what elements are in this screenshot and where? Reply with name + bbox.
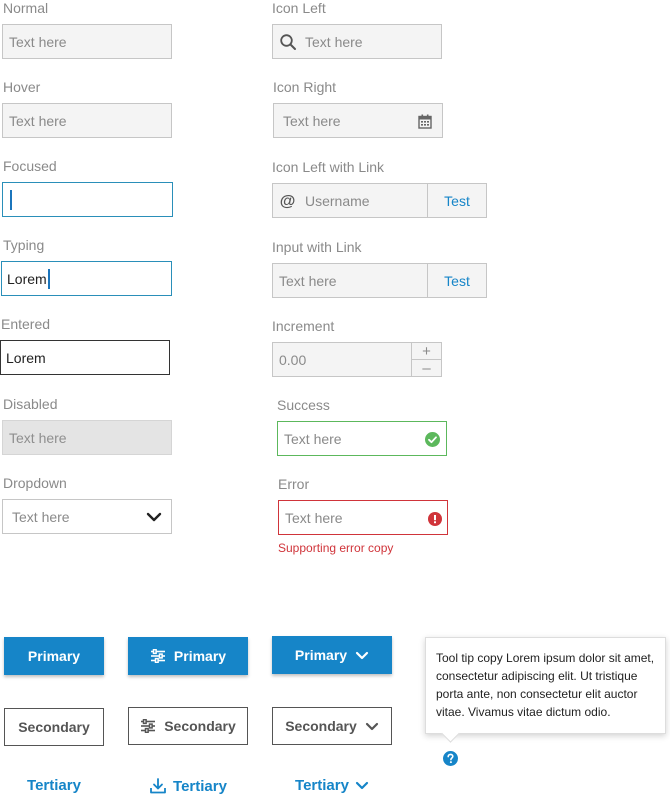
primary-dropdown-label: Primary (294, 647, 348, 663)
error-placeholder: Text here (285, 509, 343, 526)
error-label: Error (278, 476, 310, 492)
secondary-dropdown-label: Secondary (285, 718, 357, 734)
icon-left-label: Icon Left (272, 0, 326, 16)
disabled-placeholder: Text here (9, 429, 67, 446)
tertiary-icon-button[interactable] (128, 767, 248, 805)
focused-input[interactable] (2, 182, 173, 217)
input-with-link[interactable] (272, 263, 428, 298)
username-placeholder: Username (305, 192, 370, 209)
disabled-label: Disabled (3, 396, 58, 412)
search-icon (279, 33, 297, 51)
tooltip-text: Tool tip copy Lorem ipsum dolor sit amet, consectetur adipiscing elit. Ut tristique porta ante, non consectetur elit auctor vitae. Vivamus vitae dictum odio. (436, 651, 655, 719)
normal-input[interactable] (2, 24, 172, 59)
typing-label: Typing (3, 237, 45, 253)
help-circle-icon[interactable] (443, 751, 458, 766)
primary-icon-button[interactable] (128, 637, 248, 675)
text-cursor (10, 190, 12, 210)
disabled-input (2, 420, 172, 455)
increment-plus-button[interactable]: + (422, 342, 431, 360)
secondary-button-label: Secondary (18, 719, 90, 735)
text-cursor (48, 269, 50, 289)
sliders-icon (140, 719, 156, 733)
icon-left-link-label: Icon Left with Link (272, 159, 385, 175)
typing-input[interactable] (1, 261, 172, 296)
at-icon: @ (279, 192, 296, 210)
icon-right-input[interactable] (273, 103, 443, 138)
primary-button[interactable] (4, 637, 104, 675)
success-placeholder: Text here (284, 430, 342, 447)
entered-value: Lorem (6, 349, 46, 366)
tertiary-button[interactable] (4, 766, 104, 804)
success-input[interactable] (277, 421, 447, 456)
increment-label: Increment (272, 318, 335, 334)
tooltip (425, 637, 666, 734)
input-link-button[interactable]: Test (427, 263, 487, 298)
input-link-label: Input with Link (272, 239, 362, 255)
chevron-down-icon (145, 509, 163, 525)
hover-label: Hover (3, 79, 41, 95)
calendar-icon[interactable] (417, 113, 433, 129)
increment-input[interactable] (272, 342, 442, 377)
secondary-icon-button[interactable] (128, 707, 248, 745)
normal-label: Normal (3, 0, 49, 16)
normal-placeholder: Text here (9, 33, 67, 50)
alert-circle-icon (428, 512, 442, 526)
primary-icon-button-label: Primary (173, 648, 227, 664)
check-circle-icon (424, 431, 440, 447)
entered-label: Entered (1, 316, 51, 332)
error-input[interactable] (278, 500, 448, 535)
entered-input[interactable] (0, 340, 170, 375)
username-link-button[interactable]: Test (427, 183, 487, 218)
secondary-dropdown-button[interactable] (272, 707, 392, 745)
dropdown-selected: Text here (12, 508, 70, 525)
hover-input[interactable] (2, 103, 172, 138)
hover-placeholder: Text here (9, 112, 67, 129)
increment-minus-button[interactable]: – (412, 359, 441, 376)
increment-value: 0.00 (279, 351, 307, 368)
focused-label: Focused (3, 158, 57, 174)
tertiary-icon-button-label: Tertiary (173, 777, 227, 795)
icon-left-input[interactable] (272, 24, 442, 59)
dropdown-label: Dropdown (3, 475, 67, 491)
sliders-icon (150, 649, 166, 663)
username-input[interactable] (272, 183, 428, 218)
success-label: Success (277, 397, 330, 413)
dropdown-select[interactable] (2, 499, 172, 534)
typing-value: Lorem (7, 270, 47, 287)
primary-dropdown-button[interactable] (272, 636, 392, 674)
icon-right-placeholder: Text here (283, 112, 341, 129)
input-link-placeholder: Text here (279, 272, 337, 289)
tertiary-dropdown-button[interactable] (272, 766, 392, 804)
download-icon (149, 778, 167, 794)
chevron-down-icon (365, 722, 379, 731)
tooltip-arrow (441, 724, 459, 742)
increment-stepper (411, 343, 441, 376)
chevron-down-icon (355, 651, 369, 660)
secondary-icon-button-label: Secondary (164, 718, 236, 734)
error-supporting-copy: Supporting error copy (278, 541, 394, 555)
secondary-button[interactable] (4, 708, 104, 746)
primary-button-label: Primary (27, 648, 81, 664)
chevron-down-icon (355, 781, 369, 790)
tertiary-button-label: Tertiary (27, 776, 81, 794)
icon-left-placeholder: Text here (305, 33, 363, 50)
icon-right-label: Icon Right (273, 79, 337, 95)
tertiary-dropdown-label: Tertiary (295, 776, 349, 794)
